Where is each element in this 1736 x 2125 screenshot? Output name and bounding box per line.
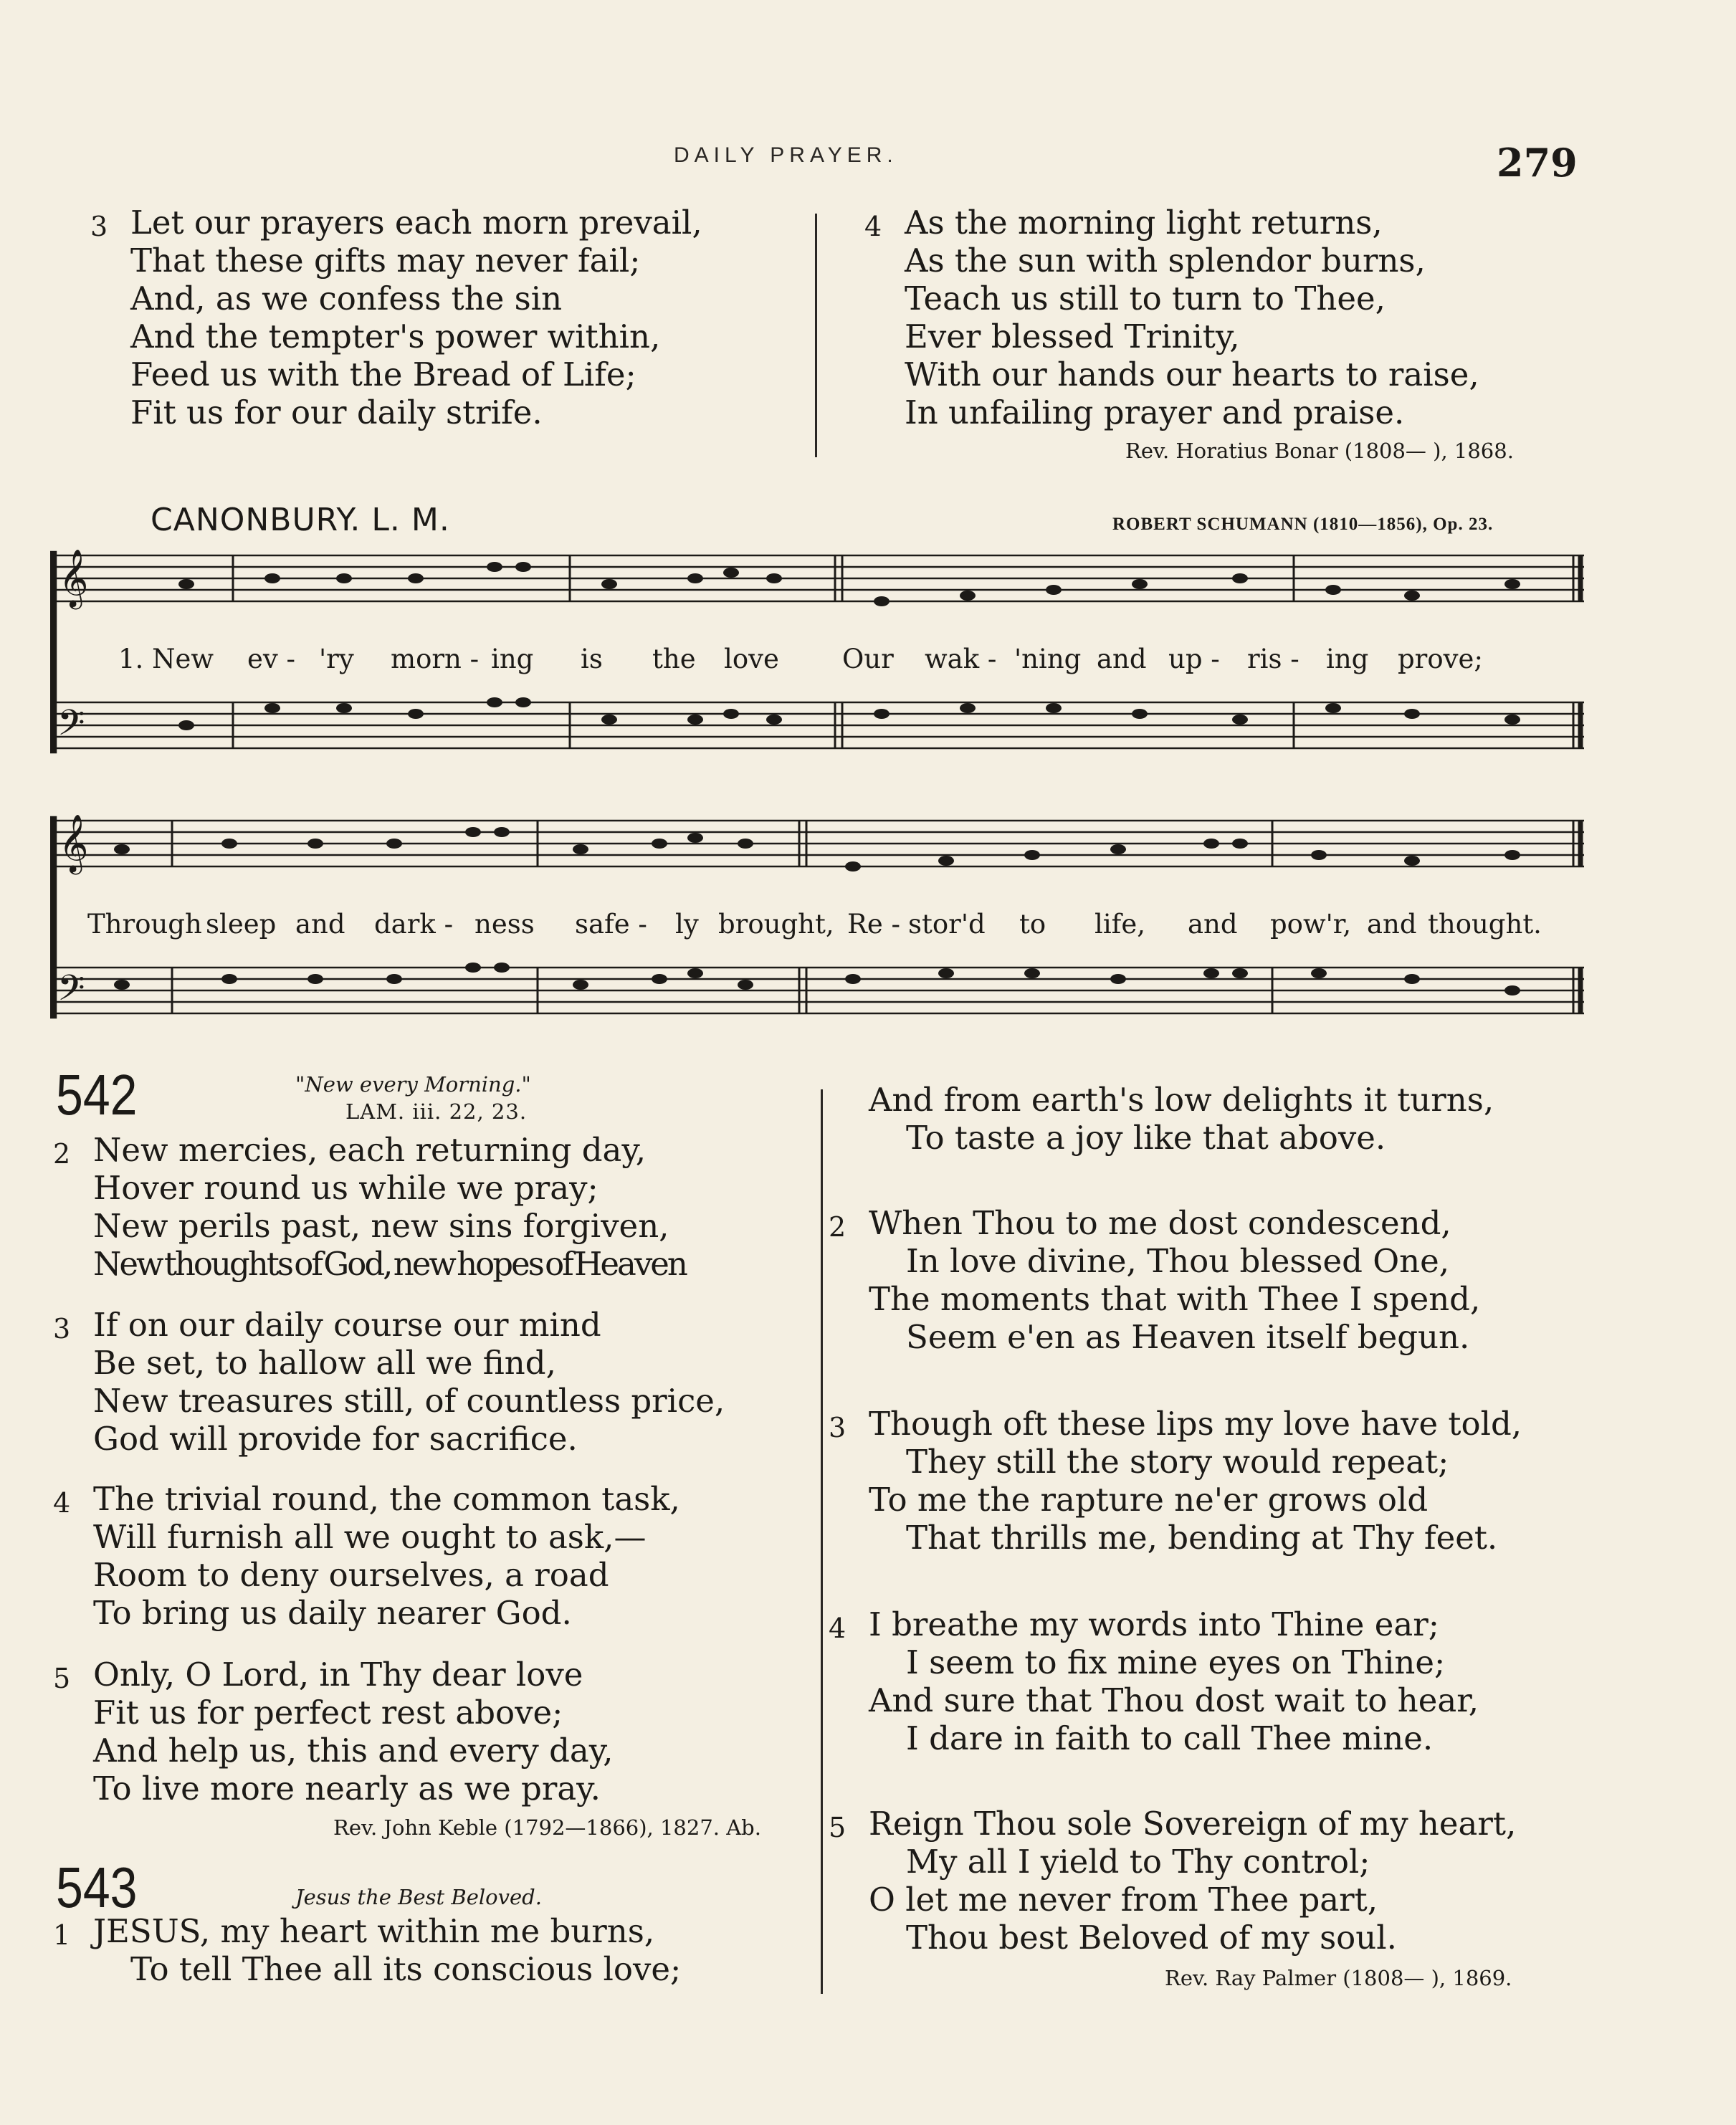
verse-number: 5: [829, 1812, 846, 1843]
verse-line: As the morning light returns,: [905, 204, 1383, 242]
lyric-syllable: and: [1367, 909, 1417, 940]
verse-line: Fit us for perfect rest above;: [93, 1694, 563, 1732]
hymn-542-verse-3: [53, 1306, 725, 1458]
top-verse-4: [864, 204, 1479, 431]
verse-line: In unfailing prayer and praise.: [905, 393, 1405, 431]
lyric-syllable: life,: [1094, 909, 1146, 940]
lyric-syllable: 'ning: [1014, 644, 1082, 674]
lyric-syllable: pow'r,: [1270, 909, 1352, 940]
verse-line: Only, O Lord, in Thy dear love: [93, 1656, 583, 1694]
verse-line: Ever blessed Trinity,: [905, 317, 1240, 355]
lyric-syllable: safe -: [575, 909, 647, 940]
hymn-542-verse-4: [53, 1480, 680, 1632]
verse-line: Room to deny ourselves, a road: [93, 1556, 609, 1594]
lyric-syllable: Our: [842, 644, 894, 674]
verse-line: Feed us with the Bread of Life;: [130, 355, 636, 393]
verse-line: Be set, to hallow all we find,: [93, 1344, 556, 1382]
verse-line: To live more nearly as we pray.: [93, 1770, 601, 1808]
lyric-syllable: and: [295, 909, 345, 940]
hymn-542-subtitle: "New every Morning.": [295, 1072, 531, 1097]
svg-text:𝄢: 𝄢: [57, 702, 85, 753]
verse-line: God will provide for sacrifice.: [93, 1420, 578, 1458]
hymn-542-reference: LAM. iii. 22, 23.: [345, 1099, 528, 1124]
verse-line: The trivial round, the common task,: [93, 1480, 680, 1518]
lyric-syllable: Through: [87, 909, 202, 940]
hymn-542-verse-5: [53, 1656, 614, 1808]
verse-number: 3: [90, 211, 108, 242]
svg-text:𝄢: 𝄢: [57, 968, 85, 1018]
system1-lyrics: [118, 644, 1483, 674]
hymn-543-verse-1: [53, 1912, 682, 1988]
verse-line: Seem e'en as Heaven itself begun.: [906, 1318, 1470, 1356]
lyric-syllable: and: [1097, 644, 1147, 674]
lyric-syllable: ev -: [247, 644, 296, 674]
lyric-syllable: 1. New: [118, 644, 214, 674]
hymn-number-543: 543: [56, 1856, 138, 1919]
hymn-543-verse-3: [829, 1405, 1522, 1557]
verse-line: JESUS, my heart within me burns,: [93, 1912, 655, 1950]
lyric-syllable: brought,: [718, 909, 834, 940]
verse-line: To taste a joy like that above.: [906, 1119, 1386, 1157]
svg-text:𝄞: 𝄞: [59, 548, 89, 607]
verse-line: Reign Thou sole Sovereign of my heart,: [869, 1805, 1517, 1843]
lyric-syllable: 'ry: [319, 644, 354, 674]
verse-line: If on our daily course our mind: [93, 1306, 601, 1344]
lyric-syllable: ly: [675, 909, 699, 940]
lyric-syllable: ing: [1326, 644, 1369, 674]
verse-line: That these gifts may never fail;: [130, 242, 641, 280]
top-verse-3: [90, 204, 702, 431]
hymn-543-verse-1-continued: [869, 1081, 1494, 1157]
treble-staff-2: [50, 821, 1584, 866]
verse-line: I seem to fix mine eyes on Thine;: [906, 1643, 1446, 1681]
verse-line: Hover round us while we pray;: [93, 1169, 598, 1207]
verse-line: And from earth's low delights it turns,: [869, 1081, 1494, 1119]
lyric-syllable: the: [652, 644, 696, 674]
lyric-syllable: Re -: [847, 909, 901, 940]
verse-number: 3: [829, 1412, 846, 1443]
verse-line: When Thou to me dost condescend,: [869, 1204, 1451, 1242]
verse-line: To bring us daily nearer God.: [93, 1594, 572, 1632]
svg-text:𝄞: 𝄞: [59, 813, 89, 872]
bass-staff-2: [50, 968, 1584, 1013]
page-number: 279: [1497, 140, 1578, 186]
verse-line: I dare in faith to call Thee mine.: [906, 1719, 1434, 1757]
hymn-543-credit: Rev. Ray Palmer (1808— ), 1869.: [1165, 1966, 1512, 1990]
verse-line: With our hands our hearts to raise,: [905, 355, 1479, 393]
lyric-syllable: thought.: [1428, 909, 1542, 940]
verse-number: 2: [829, 1211, 846, 1243]
lyric-syllable: wak -: [925, 644, 997, 674]
verse-number: 5: [53, 1663, 71, 1694]
verse-number: 4: [864, 211, 882, 242]
verse-line: And the tempter's power within,: [130, 317, 661, 355]
lyric-syllable: love: [724, 644, 779, 674]
verse-line: Let our prayers each morn prevail,: [130, 204, 702, 242]
column-divider: [821, 1089, 823, 1994]
lyric-syllable: up -: [1168, 644, 1220, 674]
hymn-543-verse-4: [829, 1605, 1479, 1757]
verse-line: To tell Thee all its conscious love;: [130, 1950, 682, 1988]
verse-line: To me the rapture ne'er grows old: [869, 1481, 1429, 1519]
lyric-syllable: sleep: [206, 909, 277, 940]
lyric-syllable: prove;: [1398, 644, 1483, 674]
lyric-syllable: ing: [491, 644, 534, 674]
composer-credit: ROBERT SCHUMANN (1810—1856), Op. 23.: [1112, 515, 1494, 534]
verse-line: The moments that with Thee I spend,: [869, 1280, 1481, 1318]
verse-line: Fit us for our daily strife.: [130, 393, 543, 431]
lyric-syllable: ris -: [1247, 644, 1299, 674]
verse-line: And, as we confess the sin: [130, 280, 563, 317]
lyric-syllable: ness: [474, 909, 535, 940]
hymn-543-verse-5: [829, 1805, 1517, 1957]
hymn-number-542: 542: [56, 1063, 138, 1127]
verse-line: And help us, this and every day,: [93, 1732, 614, 1770]
lyric-syllable: to: [1019, 909, 1046, 940]
verse-number: 1: [53, 1919, 71, 1951]
hymn-542-credit: Rev. John Keble (1792—1866), 1827. Ab.: [333, 1815, 761, 1840]
verse-number: 4: [53, 1487, 71, 1519]
lyric-syllable: and: [1188, 909, 1238, 940]
verse-line: Though oft these lips my love have told,: [869, 1405, 1522, 1443]
top-hymn-credit: Rev. Horatius Bonar (1808— ), 1868.: [1125, 439, 1514, 463]
verse-line: My all I yield to Thy control;: [906, 1843, 1370, 1881]
verse-line: In love divine, Thou blessed One,: [906, 1242, 1450, 1280]
verse-line: And sure that Thou dost wait to hear,: [869, 1681, 1479, 1719]
verse-line: New mercies, each returning day,: [93, 1131, 647, 1169]
verse-line: New treasures still, of countless price,: [93, 1382, 725, 1420]
system2-lyrics: [87, 909, 1542, 940]
verse-line: Will furnish all we ought to ask,—: [93, 1518, 647, 1556]
lyric-syllable: morn -: [391, 644, 480, 674]
verse-line: New thoughts of God, new hopes of Heaven: [93, 1245, 686, 1283]
verse-line: O let me never from Thee part,: [869, 1881, 1378, 1919]
lyric-syllable: stor'd: [908, 909, 986, 940]
verse-line: New perils past, new sins forgiven,: [93, 1207, 669, 1245]
tune-name: CANONBURY. L. M.: [151, 502, 450, 538]
verse-line: Teach us still to turn to Thee,: [905, 280, 1386, 317]
verse-number: 3: [53, 1313, 71, 1345]
verse-line: That thrills me, bending at Thy feet.: [906, 1519, 1498, 1557]
bass-staff-1: [50, 702, 1584, 748]
hymn-543-verse-2: [829, 1204, 1481, 1356]
lyric-syllable: dark -: [374, 909, 454, 940]
verse-line: As the sun with splendor burns,: [905, 242, 1426, 280]
hymn-543-subtitle: Jesus the Best Beloved.: [295, 1885, 542, 1909]
verse-number: 4: [829, 1613, 846, 1644]
verse-line: I breathe my words into Thine ear;: [869, 1605, 1439, 1643]
verse-line: Thou best Beloved of my soul.: [906, 1919, 1397, 1957]
column-divider: [815, 214, 817, 457]
verse-line: They still the story would repeat;: [906, 1443, 1449, 1481]
lyric-syllable: is: [581, 644, 603, 674]
hymn-542-verse-2: [53, 1131, 686, 1283]
verse-number: 2: [53, 1138, 71, 1170]
running-title: DAILY PRAYER.: [674, 143, 898, 167]
